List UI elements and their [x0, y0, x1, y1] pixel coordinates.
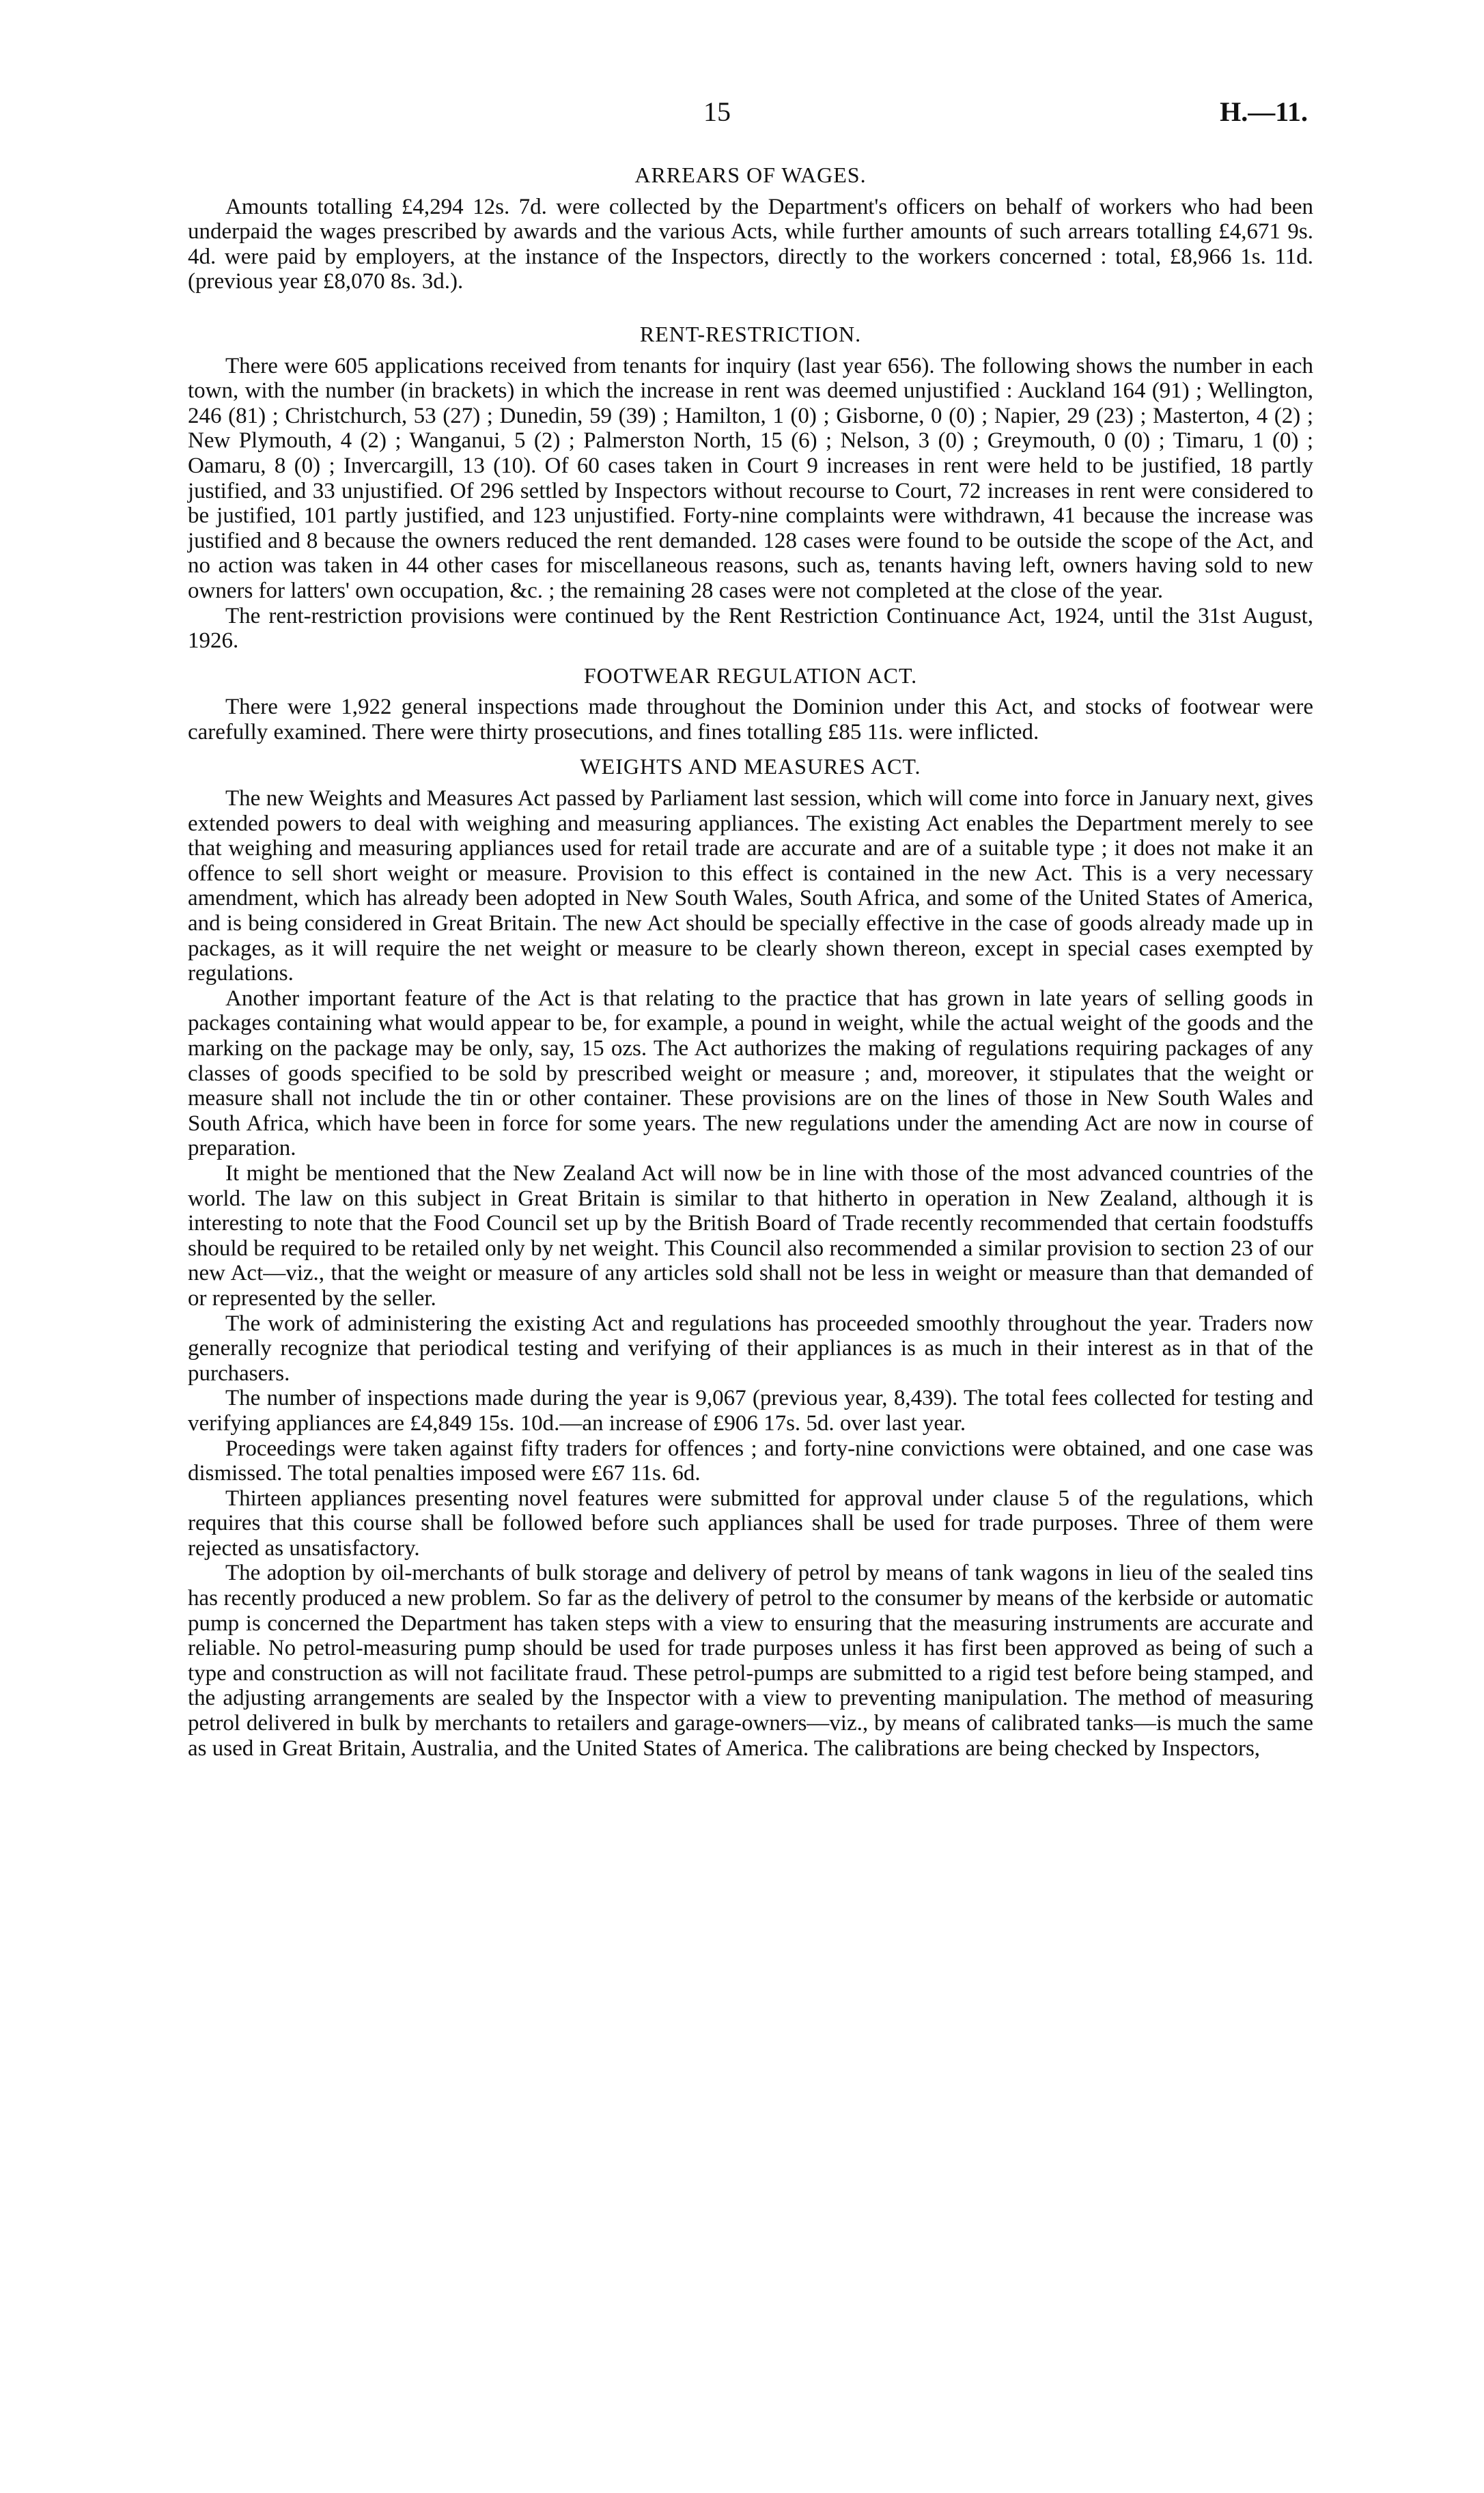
page-body — [188, 163, 1313, 1761]
paragraph: Another important feature of the Act is that relating to the practice that has grown in late years of selling goods in packages containing what would appear to be, for example, a pound in weight, while the actual weight of the goods and the marking on the package may be only, say, 15 ozs. The Act authorizes the making of regulations requiring packages of any classes of goods specified to be sold by prescribed weight or measure ; and, moreover, it stipulates that the weight or measure shall not include the tin or other container. These provisions are on the lines of those in New South Wales and South Africa, which have been in force for some years. The new regulations under the amending Act are now in course of preparation. — [188, 986, 1313, 1161]
section-heading: FOOTWEAR REGULATION ACT. — [583, 663, 918, 688]
section-heading: RENT-RESTRICTION. — [639, 321, 862, 346]
paragraph: Proceedings were taken against fifty traders for offences ; and forty-nine convictions were obtained, and one case was dismissed. The total penalties imposed were £67 11s. 6d. — [188, 1436, 1313, 1486]
paragraph: The work of administering the existing Act and regulations has proceeded smoothly throughout the year. Traders now generally recognize that periodical testing and verifying of their appliances is as much in their interest as in that of the purchasers. — [188, 1311, 1313, 1386]
section-arrears-of-wages — [188, 163, 1313, 294]
page-header — [0, 96, 1484, 137]
paragraph: The rent-restriction provisions were continued by the Rent Restriction Continuance Act, 1924, until the 31st August, 1926. — [188, 603, 1313, 654]
paragraph: The new Weights and Measures Act passed by Parliament last session, which will come into force in January next, gives extended powers to deal with weighing and measuring appliances. The existing Act enables the Department merely to see that weighing and measuring appliances used for retail trade are accurate and are of a suitable type ; it does not make it an offence to sell short weight or measure. Provision to this effect is contained in the new Act. This is a very necessary amendment, which has already been adopted in New South Wales, South Africa, and some of the United States of America, and is being considered in Great Britain. The new Act should be specially effective in the case of goods already made up in packages, as it will require the net weight or measure to be clearly shown thereon, except in special cases exempted by regulations. — [188, 786, 1313, 986]
section-heading: ARREARS OF WAGES. — [634, 163, 867, 187]
paragraph: There were 1,922 general inspections made throughout the Dominion under this Act, and stocks of footwear were carefully examined. There were thirty prosecutions, and fines totalling £85 11s. were inflicted. — [188, 695, 1313, 744]
paragraph: Thirteen appliances presenting novel features were submitted for approval under clause 5 of the regulations, which requires that this course shall be followed before such appliances shall be used for trade purposes. Three of them were rejected as unsatisfactory. — [188, 1486, 1313, 1561]
section-footwear-regulation-act — [188, 663, 1313, 745]
paragraph: There were 605 applications received from tenants for inquiry (last year 656). The following shows the number in each town, with the number (in brackets) in which the increase in rent was deemed unjustified : Auckland 164 (91) ; Wellington, 246 (81) ; Christchurch, 53 (27) ; Dunedin, 59 (39) ; Hamilton, 1 (0) ; Gisborne, 0 (0) ; Napier, 29 (23) ; Masterton, 4 (2) ; New Plymouth, 4 (2) ; Wanganui, 5 (2) ; Palmerston North, 15 (6) ; Nelson, 3 (0) ; Greymouth, 0 (0) ; Timaru, 1 (0) ; Oamaru, 8 (0) ; Invercargill, 13 (10). Of 60 cases taken in Court 9 increases in rent were held to be justified, 18 partly justified, and 33 unjustified. Of 296 settled by Inspectors without recourse to Court, 72 increases in rent were considered to be justified, 101 partly justified, and 123 unjustified. Forty-nine complaints were withdrawn, 41 because the increase was justified and 8 because the owners reduced the rent demanded. 128 cases were found to be outside the scope of the Act, and no action was taken in 44 other cases for miscellaneous reasons, such as, tenants having left, owners having sold to new owners for latters' own occupation, &c. ; the remaining 28 cases were not completed at the close of the year. — [188, 353, 1313, 603]
section-rent-restriction — [188, 322, 1313, 654]
section-weights-and-measures-act — [188, 754, 1313, 1761]
paragraph: The adoption by oil-merchants of bulk storage and delivery of petrol by means of tank wagons in lieu of the sealed tins has recently produced a new problem. So far as the delivery of petrol to the consumer by means of the kerbside or automatic pump is concerned the Department has taken steps with a view to ensuring that the measuring instruments are accurate and reliable. No petrol-measuring pump should be used for trade purposes unless it has first been approved as being of such a type and construction as will not facilitate fraud. These petrol-pumps are submitted to a rigid test before being stamped, and the adjusting arrangements are sealed by the Inspector with a view to preventing manipulation. The method of measuring petrol delivered in bulk by merchants to retailers and garage-owners—viz., by means of calibrated tanks—is much the same as used in Great Britain, Australia, and the United States of America. The calibrations are being checked by Inspectors, — [188, 1561, 1313, 1761]
paragraph: The number of inspections made during the year is 9,067 (previous year, 8,439). The total fees collected for testing and verifying appliances are £4,849 15s. 10d.—an increase of £906 17s. 5d. over last year. — [188, 1386, 1313, 1436]
paragraph: It might be mentioned that the New Zealand Act will now be in line with those of the most advanced countries of the world. The law on this subject in Great Britain is similar to that hitherto in operation in New Zealand, although it is interesting to note that the Food Council set up by the British Board of Trade recently recommended that certain foodstuffs should be required to be retailed only by net weight. This Council also recommended a similar provision to section 23 of our new Act—viz., that the weight or measure of any articles sold shall not be less in weight or measure than that demanded of or represented by the seller. — [188, 1160, 1313, 1311]
page-number: 15 — [703, 96, 731, 127]
document-reference: H.—11. — [1220, 96, 1308, 127]
paragraph: Amounts totalling £4,294 12s. 7d. were collected by the Department's officers on behalf of workers who had been underpaid the wages prescribed by awards and the various Acts, while further amounts of such arrears totalling £4,671 9s. 4d. were paid by employers, at the instance of the Inspectors, directly to the workers concerned : total, £8,966 1s. 11d. (previous year £8,070 8s. 3d.). — [188, 194, 1313, 294]
section-heading: WEIGHTS AND MEASURES ACT. — [580, 754, 921, 779]
